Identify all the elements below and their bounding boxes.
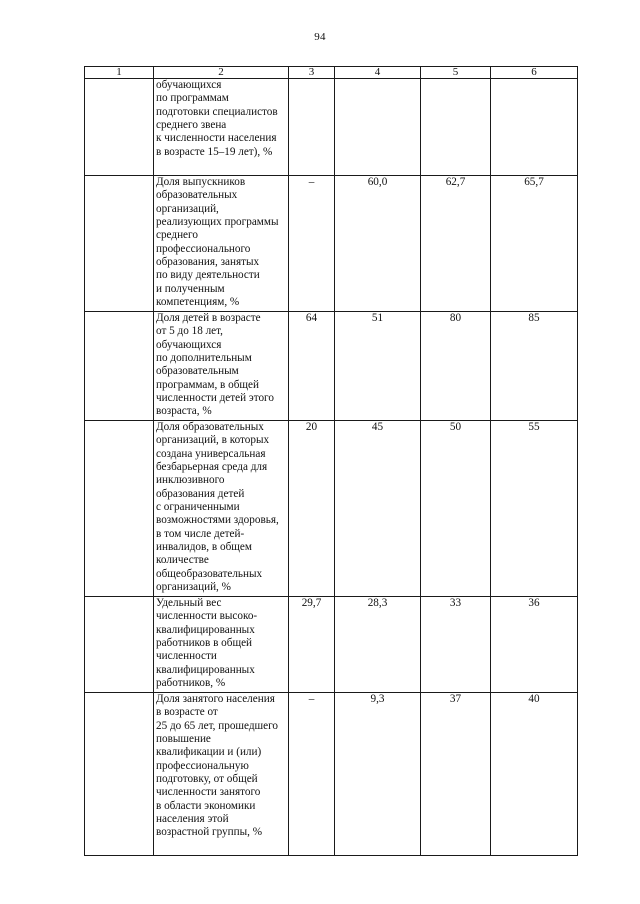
indicator-text-line: квалификации и (или) <box>156 746 262 759</box>
indicator-text-line: Доля образовательных <box>156 421 264 433</box>
indicator-text-line: 25 до 65 лет, прошедшего <box>156 719 279 732</box>
indicator-text-line: работников, % <box>156 677 226 690</box>
indicator-text-line: по дополнительным <box>156 352 252 365</box>
indicator-name-cell <box>154 176 289 312</box>
value-cell: 85 <box>491 312 578 421</box>
value-cell: 33 <box>421 597 491 693</box>
indicator-text-line: от 5 до 18 лет, <box>156 325 223 338</box>
row-number-cell <box>85 421 154 597</box>
value-cell: 36 <box>491 597 578 693</box>
indicator-text-line: среднего звена <box>156 119 227 132</box>
value-cell: 40 <box>491 693 578 856</box>
indicator-text-line: подготовки специалистов <box>156 105 278 118</box>
indicator-text-line: организаций, % <box>156 581 231 594</box>
value-cell: 37 <box>421 693 491 856</box>
indicator-text-line: образования детей <box>156 487 245 500</box>
indicator-text-line: квалифицированных <box>156 663 255 676</box>
value-cell: 55 <box>491 421 578 597</box>
indicator-text-line: организаций, <box>156 202 219 215</box>
value-cell: 64 <box>289 312 335 421</box>
value-cell: 80 <box>421 312 491 421</box>
indicator-name-cell <box>154 421 289 597</box>
value-cell: – <box>289 693 335 856</box>
indicator-name-cell <box>154 693 289 856</box>
indicator-text-line: повышение <box>156 733 211 746</box>
indicator-text-line: реализующих программы <box>156 216 279 229</box>
table-row <box>85 693 578 856</box>
indicator-text-line: в области экономики <box>156 799 256 812</box>
indicator-text-line: в том числе детей- <box>156 527 245 540</box>
indicator-text-line: населения этой <box>156 813 229 826</box>
indicator-text-line: с ограниченными <box>156 501 240 514</box>
table-row <box>85 312 578 421</box>
indicator-text-line: обучающихся <box>156 79 222 91</box>
value-cell: 29,7 <box>289 597 335 693</box>
indicator-text-line: возраста, % <box>156 405 212 418</box>
value-cell: 62,7 <box>421 176 491 312</box>
row-number-cell <box>85 693 154 856</box>
indicator-text-line: инвалидов, в общем <box>156 541 252 554</box>
value-cell: 9,3 <box>335 693 421 856</box>
indicator-text-line: численности высоко- <box>156 610 258 623</box>
column-header: 6 <box>491 67 578 79</box>
indicator-name-cell <box>154 79 289 176</box>
value-cell <box>491 79 578 176</box>
value-cell: 50 <box>421 421 491 597</box>
value-cell: 45 <box>335 421 421 597</box>
indicator-text-line: работников в общей <box>156 637 253 650</box>
indicator-text-line: возможностями здоровья, <box>156 514 279 527</box>
row-number-cell <box>85 597 154 693</box>
value-cell: 20 <box>289 421 335 597</box>
value-cell <box>421 79 491 176</box>
indicator-text-line: количестве <box>156 554 209 567</box>
table-row <box>85 421 578 597</box>
indicators-table <box>84 66 578 856</box>
indicator-text-line: образовательным <box>156 365 239 378</box>
value-cell: – <box>289 176 335 312</box>
indicator-text-line: безбарьерная среда для <box>156 461 268 474</box>
indicator-text-line: Доля занятого населения <box>156 693 275 705</box>
column-header: 5 <box>421 67 491 79</box>
indicator-text-line: профессиональную <box>156 759 249 772</box>
column-header: 1 <box>85 67 154 79</box>
value-cell <box>289 79 335 176</box>
indicator-text-line: возрастной группы, % <box>156 826 263 839</box>
indicator-text-line: общеобразовательных <box>156 567 263 580</box>
indicator-text-line: профессионального <box>156 242 251 255</box>
indicator-text-line: численности занятого <box>156 786 261 799</box>
column-header: 3 <box>289 67 335 79</box>
value-cell: 60,0 <box>335 176 421 312</box>
indicator-text-line: в возрасте 15–19 лет), % <box>156 145 273 158</box>
value-cell <box>335 79 421 176</box>
indicator-name-cell <box>154 312 289 421</box>
indicator-text-line: образования, занятых <box>156 256 260 269</box>
indicator-text-line: численности детей этого <box>156 392 274 405</box>
table-row <box>85 176 578 312</box>
indicator-text-line: в возрасте от <box>156 706 218 719</box>
indicator-text-line: и полученным <box>156 282 225 295</box>
indicator-text-line: организаций, в которых <box>156 434 270 447</box>
indicator-text-line: квалифицированных <box>156 623 255 636</box>
indicator-text-line: численности <box>156 650 217 663</box>
table-row <box>85 597 578 693</box>
indicator-text-line: образовательных <box>156 189 238 202</box>
column-header: 4 <box>335 67 421 79</box>
indicator-text-line: Удельный вес <box>156 597 222 609</box>
row-number-cell <box>85 176 154 312</box>
indicator-text-line: по программам <box>156 92 229 105</box>
indicator-text-line: среднего <box>156 229 198 242</box>
indicator-text-line: компетенциям, % <box>156 296 240 309</box>
indicator-text-line: Доля выпускников <box>156 176 246 188</box>
value-cell: 28,3 <box>335 597 421 693</box>
indicator-name-cell <box>154 597 289 693</box>
indicator-text-line: подготовку, от общей <box>156 773 258 786</box>
indicator-text-line: инклюзивного <box>156 474 225 487</box>
indicator-text-line: Доля детей в возрасте <box>156 312 261 324</box>
page-number: 94 <box>314 31 326 43</box>
table-row <box>85 79 578 176</box>
value-cell: 51 <box>335 312 421 421</box>
indicator-text-line: обучающихся <box>156 338 222 351</box>
row-number-cell <box>85 312 154 421</box>
indicator-text-line: программам, в общей <box>156 378 259 391</box>
value-cell: 65,7 <box>491 176 578 312</box>
indicator-text-line: создана универсальная <box>156 447 266 460</box>
column-header: 2 <box>154 67 289 79</box>
indicator-text-line: к численности населения <box>156 132 277 145</box>
row-number-cell <box>85 79 154 176</box>
table-header-row <box>85 67 578 79</box>
indicator-text-line: по виду деятельности <box>156 269 260 282</box>
